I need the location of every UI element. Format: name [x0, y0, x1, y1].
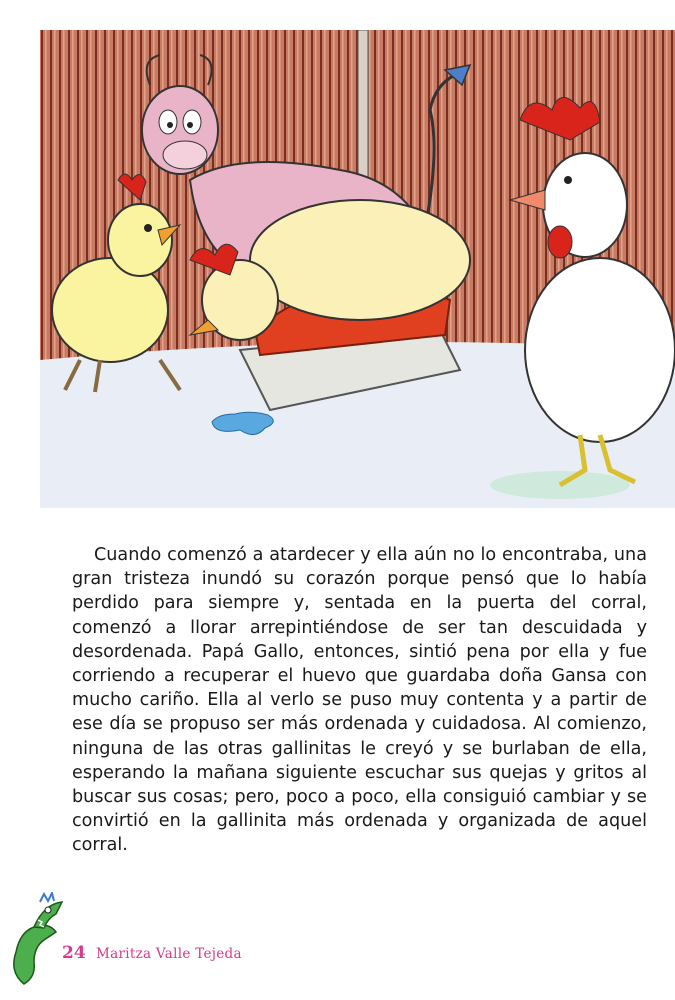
crocodile-icon	[4, 892, 66, 988]
story-paragraph: Cuando comenzó a atardecer y ella aún no lo encontraba, una gran tristeza inundó su corazón porque pensó que lo había perdido para siempre y, sentada en la puerta del corral, comenzó a llorar arrepintiéndose de ser tan descuidada y desordenada. Papá Gallo, entonces, sintió pena por ella y fue corriendo a recuperar el huevo que guardaba doña Gansa con mucho cariño. Ella al verlo se puso muy contenta y a partir de ese día se propuso ser más ordenada y cuidadosa. Al comienzo, ninguna de las otras gallinitas le creyó y se burlaban de ella, esperando la mañana siguiente escuchar sus quejas y gritos al buscar sus cosas; pero, poco a poco, ella consiguió cambiar y se convirtió en la gallinita más ordenada y organizada de aquel corral.	[72, 545, 647, 856]
page-number: 24	[62, 943, 86, 963]
barnyard-illustration	[40, 30, 675, 508]
author-name: Maritza Valle Tejeda	[96, 946, 242, 962]
